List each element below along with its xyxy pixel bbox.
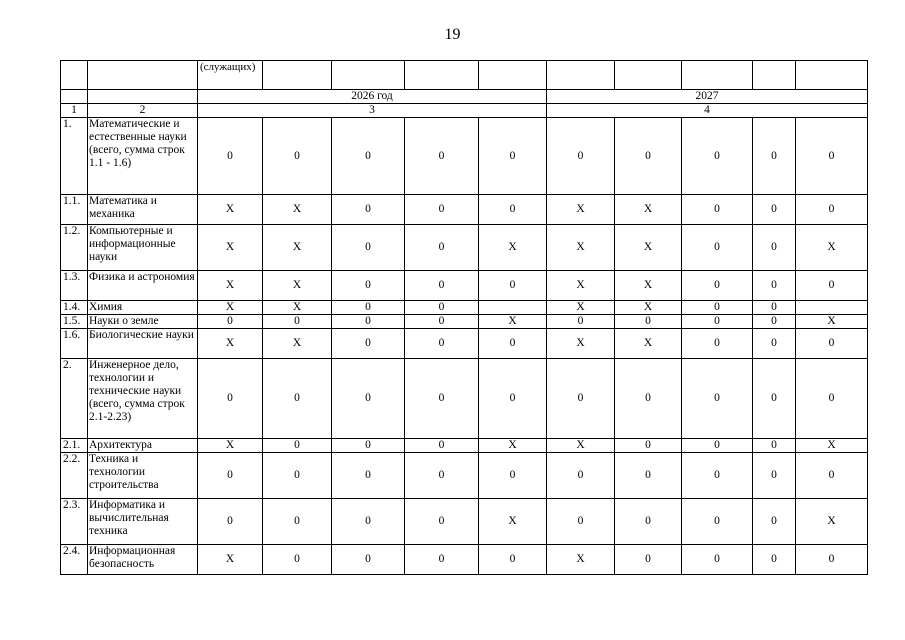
value-cell: X	[263, 195, 332, 225]
row-name: Физика и астрономия	[88, 271, 198, 301]
value-cell: 0	[547, 499, 615, 545]
value-cell: 0	[753, 453, 796, 499]
value-cell: X	[796, 315, 868, 329]
row-name: Химия	[88, 301, 198, 315]
year-2027-header: 2027	[547, 90, 868, 104]
value-cell: 0	[198, 315, 263, 329]
value-cell: X	[547, 329, 615, 359]
value-cell: X	[263, 225, 332, 271]
table-row	[61, 315, 868, 329]
value-cell: X	[547, 439, 615, 453]
table-row	[61, 301, 868, 315]
row-name: Информационная безопасность	[88, 545, 198, 575]
table-row	[61, 453, 868, 499]
row-number: 2.1.	[61, 439, 88, 453]
value-cell: 0	[682, 545, 753, 575]
value-cell: 0	[198, 453, 263, 499]
value-cell: X	[547, 301, 615, 315]
value-cell: 0	[753, 439, 796, 453]
value-cell: 0	[615, 545, 682, 575]
value-cell: 0	[332, 329, 405, 359]
value-cell: 0	[263, 439, 332, 453]
value-cell: 0	[796, 359, 868, 439]
value-cell: X	[615, 225, 682, 271]
value-cell: 0	[682, 359, 753, 439]
value-cell: 0	[405, 118, 479, 195]
value-cell: 0	[405, 453, 479, 499]
value-cell: X	[198, 225, 263, 271]
value-cell: X	[547, 195, 615, 225]
value-cell: X	[615, 329, 682, 359]
value-cell: X	[615, 301, 682, 315]
value-cell: X	[796, 499, 868, 545]
value-cell: 0	[682, 118, 753, 195]
value-cell: X	[615, 271, 682, 301]
value-cell: 0	[479, 545, 547, 575]
value-cell: 0	[332, 301, 405, 315]
value-cell: 0	[405, 271, 479, 301]
value-cell: X	[547, 545, 615, 575]
value-cell: 0	[405, 195, 479, 225]
value-cell: X	[479, 225, 547, 271]
page-number: 19	[444, 26, 461, 43]
table-row	[61, 329, 868, 359]
value-cell: 0	[332, 439, 405, 453]
row-name: Инженерное дело, технологии и технические науки (всего, сумма строк 2.1-2.23)	[88, 359, 198, 439]
value-cell: 0	[682, 195, 753, 225]
header-cell-empty	[88, 61, 198, 90]
value-cell: X	[479, 499, 547, 545]
value-cell: 0	[263, 453, 332, 499]
table-row	[61, 359, 868, 439]
header-row-top	[61, 61, 868, 90]
row-number: 1.	[61, 118, 88, 195]
row-name: Информатика и вычислительная техника	[88, 499, 198, 545]
value-cell: X	[263, 271, 332, 301]
index-cell: 1	[61, 104, 88, 118]
value-cell: 0	[796, 195, 868, 225]
value-cell: 0	[753, 545, 796, 575]
value-cell: 0	[547, 118, 615, 195]
index-cell: 3	[198, 104, 547, 118]
value-cell: 0	[332, 499, 405, 545]
data-table	[60, 60, 868, 575]
value-cell: 0	[332, 359, 405, 439]
table-row	[61, 118, 868, 195]
table-row	[61, 271, 868, 301]
value-cell: 0	[753, 359, 796, 439]
value-cell: 0	[263, 315, 332, 329]
table-row	[61, 499, 868, 545]
value-cell: 0	[332, 453, 405, 499]
value-cell: X	[479, 439, 547, 453]
value-cell: 0	[615, 359, 682, 439]
value-cell: 0	[753, 329, 796, 359]
value-cell: X	[796, 225, 868, 271]
value-cell: 0	[405, 225, 479, 271]
value-cell: 0	[198, 499, 263, 545]
value-cell: X	[198, 545, 263, 575]
value-cell: 0	[405, 301, 479, 315]
value-cell: 0	[263, 118, 332, 195]
row-name: Математические и естественные науки (всего, сумма строк 1.1 - 1.6)	[88, 118, 198, 195]
value-cell: 0	[796, 329, 868, 359]
value-cell: X	[615, 195, 682, 225]
row-number: 1.3.	[61, 271, 88, 301]
value-cell: 0	[405, 315, 479, 329]
value-cell: 0	[547, 315, 615, 329]
table-row	[61, 195, 868, 225]
row-number: 1.2.	[61, 225, 88, 271]
value-cell: X	[263, 329, 332, 359]
value-cell: 0	[405, 545, 479, 575]
value-cell: 0	[615, 315, 682, 329]
value-cell: 0	[682, 301, 753, 315]
value-cell: X	[198, 439, 263, 453]
value-cell: 0	[479, 359, 547, 439]
value-cell: 0	[796, 545, 868, 575]
value-cell: X	[198, 271, 263, 301]
value-cell: X	[198, 301, 263, 315]
value-cell: X	[198, 329, 263, 359]
value-cell: 0	[753, 499, 796, 545]
value-cell: 0	[682, 329, 753, 359]
value-cell: 0	[547, 453, 615, 499]
value-cell: 0	[405, 439, 479, 453]
value-cell: 0	[682, 271, 753, 301]
row-number: 2.	[61, 359, 88, 439]
value-cell: 0	[479, 118, 547, 195]
value-cell: 0	[682, 499, 753, 545]
value-cell: 0	[479, 271, 547, 301]
year-2026-header: 2026 год	[198, 90, 547, 104]
value-cell: X	[547, 225, 615, 271]
row-name: Математика и механика	[88, 195, 198, 225]
value-cell: 0	[198, 359, 263, 439]
value-cell: 0	[682, 315, 753, 329]
value-cell: 0	[796, 453, 868, 499]
value-cell: X	[198, 195, 263, 225]
value-cell: 0	[615, 453, 682, 499]
value-cell: 0	[615, 439, 682, 453]
value-cell: 0	[198, 118, 263, 195]
value-cell: X	[479, 315, 547, 329]
value-cell: X	[796, 439, 868, 453]
value-cell: 0	[263, 359, 332, 439]
header-cell-employees: (служащих)	[198, 61, 263, 90]
value-cell: 0	[332, 315, 405, 329]
value-cell: 0	[405, 359, 479, 439]
value-cell: 0	[479, 329, 547, 359]
row-number: 1.5.	[61, 315, 88, 329]
value-cell: 0	[479, 453, 547, 499]
value-cell: 0	[263, 499, 332, 545]
row-number: 1.1.	[61, 195, 88, 225]
value-cell: 0	[682, 225, 753, 271]
value-cell: 0	[332, 545, 405, 575]
value-cell: 0	[405, 329, 479, 359]
value-cell: 0	[332, 195, 405, 225]
value-cell: 0	[405, 499, 479, 545]
row-name: Архитектура	[88, 439, 198, 453]
table-row	[61, 439, 868, 453]
index-cell: 2	[88, 104, 198, 118]
header-row-years	[61, 90, 868, 104]
header-row-index	[61, 104, 868, 118]
value-cell: 0	[753, 315, 796, 329]
value-cell: 0	[753, 271, 796, 301]
header-cell-empty	[61, 61, 88, 90]
row-name: Науки о земле	[88, 315, 198, 329]
value-cell: 0	[753, 225, 796, 271]
value-cell: 0	[332, 118, 405, 195]
value-cell: 0	[682, 453, 753, 499]
value-cell: 0	[796, 271, 868, 301]
value-cell: 0	[753, 195, 796, 225]
value-cell: X	[263, 301, 332, 315]
value-cell: 0	[263, 545, 332, 575]
row-name: Компьютерные и информационные науки	[88, 225, 198, 271]
value-cell: X	[547, 271, 615, 301]
value-cell: 0	[615, 499, 682, 545]
row-number: 1.6.	[61, 329, 88, 359]
row-number: 1.4.	[61, 301, 88, 315]
table-row	[61, 545, 868, 575]
row-name: Биологические науки	[88, 329, 198, 359]
value-cell: 0	[796, 118, 868, 195]
value-cell	[796, 301, 868, 315]
row-number: 2.3.	[61, 499, 88, 545]
value-cell: 0	[479, 195, 547, 225]
row-number: 2.2.	[61, 453, 88, 499]
row-number: 2.4.	[61, 545, 88, 575]
value-cell: 0	[332, 225, 405, 271]
value-cell: 0	[547, 359, 615, 439]
row-name: Техника и технологии строительства	[88, 453, 198, 499]
value-cell	[479, 301, 547, 315]
value-cell: 0	[753, 118, 796, 195]
index-cell: 4	[547, 104, 868, 118]
table-row	[61, 225, 868, 271]
value-cell: 0	[753, 301, 796, 315]
value-cell: 0	[615, 118, 682, 195]
value-cell: 0	[332, 271, 405, 301]
value-cell: 0	[682, 439, 753, 453]
